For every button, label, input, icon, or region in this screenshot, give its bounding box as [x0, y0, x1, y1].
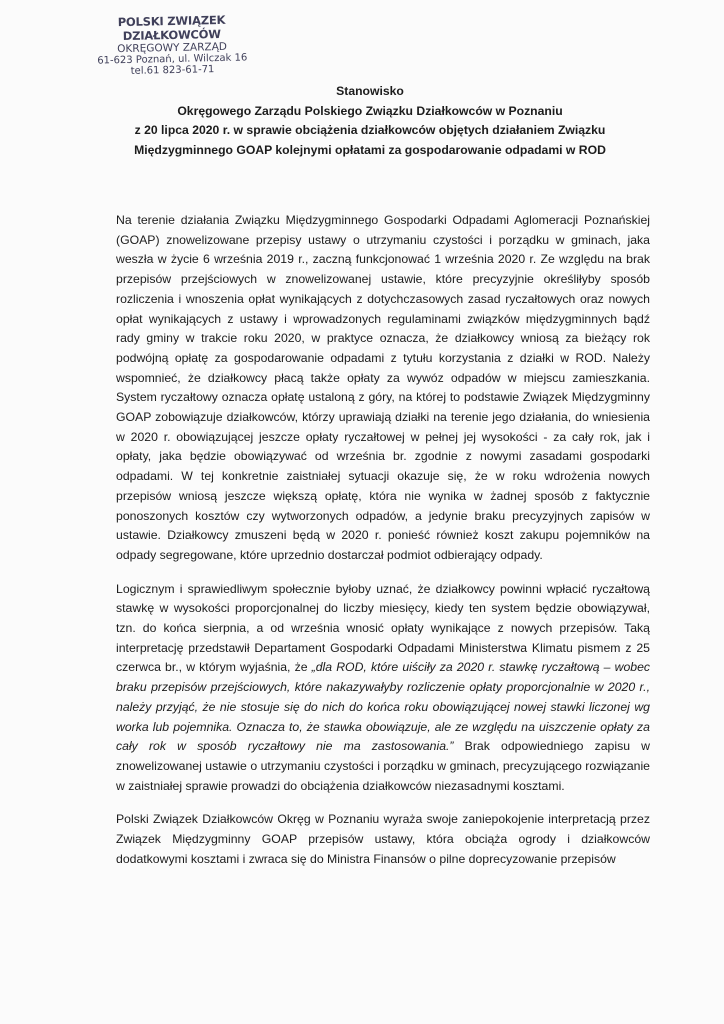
organization-stamp	[81, 12, 262, 78]
paragraph-2-quote: „dla ROD, które uiściły za 2020 r. stawkę ryczałtową – wobec braku przepisów przejściowych, które nakazywałyby rozliczenie opłaty proporcjonalnie w 2020 r., należy przyjąć, że nie stosuje się do nich do końca roku obowiązującej nowej stawki liczonej wg worka lub pojemnika. Oznacza to, że stawka obowiązuje, ale ze względu na uiszczenie opłaty za cały rok w sposób ryczałtowy nie ma zastosowania.”	[116, 660, 651, 754]
heading-line-3: z 20 lipca 2020 r. w sprawie obciążenia działkowców objętych działaniem Związku	[134, 123, 606, 137]
paragraph-3: Polski Związek Działkowców Okręg w Poznaniu wyraża swoje zaniepokojenie interpretacją przez Związek Międzygminny GOAP przepisów ustawy, która obciąża ogrody i działkowców dodatkowymi kosztami i zwraca się do Ministra Finansów o pilne doprecyzowanie przepisów	[116, 812, 650, 866]
stamp-board-name: OKRĘGOWY ZARZĄD	[117, 40, 228, 56]
paragraph-2-intro: Logicznym i sprawiedliwym społecznie byłoby uznać, że działkowcy powinni wpłacić ryczałtową stawkę w wysokości proporcjonalnej do liczby miesięcy, kiedy ten system będzie obowiązywał, tzn. do końca sierpnia, a od września wnosić opłaty wynikające z nowych przepisów. Taką interpretację przedstawił Departament Gospodarki Odpadami Ministerstwa Klimatu pismem z 25 czerwca br., w którym wyjaśnia, że	[116, 581, 650, 675]
heading-line-2: Okręgowego Zarządu Polskiego Związku Działkowców w Poznaniu	[177, 103, 563, 118]
heading-title: Stanowisko	[336, 84, 404, 98]
stamp-address: 61-623 Poznań, ul. Wilczak 16	[97, 52, 248, 67]
stamp-org-name: POLSKI ZWIĄZEK DZIAŁKOWCÓW	[117, 12, 226, 44]
paragraph-2-outro: Brak odpowiedniego zapisu w znowelizowanej ustawie o utrzymaniu czystości i porządku w gminach, precyzującego rozwiązanie w zaistniałej sprawie prowadzi do obciążenia działkowców niezasadnymi kosztami.	[116, 739, 651, 793]
document-heading	[100, 82, 640, 160]
paragraph-2	[116, 580, 650, 797]
heading-line-4: Międzygminnego GOAP kolejnymi opłatami za gospodarowanie odpadami w ROD	[134, 142, 606, 157]
stamp-phone: tel.61 823-61-71	[130, 64, 215, 77]
document-body	[116, 211, 650, 884]
paragraph-1: Na terenie działania Związku Międzygminnego Gospodarki Odpadami Aglomeracji Poznańskiej (GOAP) znowelizowane przepisy ustawy o utrzymaniu czystości i porządku w gminach, jaka weszła w życie 6 września 2019 r., zaczną funkcjonować 1 września 2020 r. Ze względu na brak przepisów przejściowych w znowelizowanej ustawie, które precyzyjnie określiłyby sposób rozliczenia i wnoszenia opłat wynikających z dotychczasowych zasad ryczałtowych oraz nowych opłat wynikających z ustawy i wprowadzonych regulaminami związków międzygminnych bądź rady gminy w trakcie roku 2020, w praktyce oznacza, że działkowcy wniosą za bieżący rok podwójną opłatę za gospodarowanie odpadami z tytułu korzystania z działki w ROD. Należy wspomnieć, że działkowcy płacą także opłaty za wywóz odpadów w miejscu zamieszkania. System ryczałtowy oznacza opłatę ustaloną z góry, na której to podstawie Związek Międzygminny GOAP zobowiązuje działkowców, którzy uprawiają działki na terenie jego działania, do wniesienia w 2020 r. obowiązującej jeszcze opłaty ryczałtowej w pełnej jej wysokości - za cały rok, jak i opłaty, jaka będzie obowiązywać od września br. zgodnie z nowymi zasadami gospodarki odpadami. W tej konkretnie zaistniałej sytuacji okazuje się, że w roku wdrożenia nowych przepisów wniosą jeszcze większą opłatę, która nie wynika w żadnej sposób z faktycznie ponoszonych kosztów czy wytworzonych odpadów, a jedynie braku precyzyjnych zapisów w ustawie. Działkowcy zmuszeni będą w 2020 r. ponieść również koszt zakupu pojemników na odpady segregowane, które uprzednio dostarczał podmiot odbierający odpady.	[116, 213, 650, 562]
